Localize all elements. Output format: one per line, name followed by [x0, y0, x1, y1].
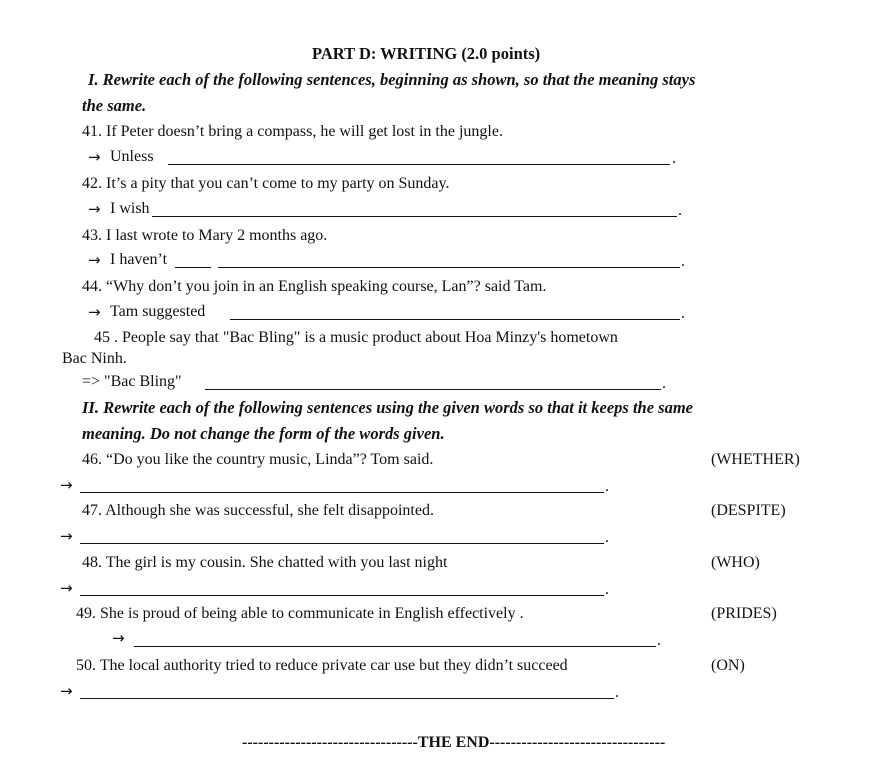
question-48: 48. The girl is my cousin. She chatted with you last night [82, 554, 448, 571]
keyword-48: (WHO) [711, 554, 760, 571]
question-44: 44. “Why don’t you join in an English speaking course, Lan”? said Tam. [82, 278, 547, 295]
answer-line-50[interactable] [80, 698, 614, 699]
arrow-icon: → [60, 579, 73, 597]
answer-period: . [605, 581, 609, 598]
question-43: 43. I last wrote to Mary 2 months ago. [82, 227, 328, 244]
section2-heading-line1: II. Rewrite each of the following sentences using the given words so that it keeps the same [82, 398, 693, 417]
section1-heading-line1: I. Rewrite each of the following sentences, beginning as shown, so that the meaning stays [88, 70, 696, 89]
arrow-icon: → [60, 682, 73, 700]
the-end: ---------------------------------THE END--------------------------------- [242, 734, 666, 751]
answer-period: . [672, 150, 676, 167]
arrow-icon: → [88, 303, 101, 321]
answer-period: . [605, 478, 609, 495]
answer-line-45[interactable] [205, 389, 661, 390]
keyword-50: (ON) [711, 657, 745, 674]
keyword-46: (WHETHER) [711, 451, 800, 468]
answer-period: . [605, 529, 609, 546]
answer-line-41[interactable] [168, 164, 670, 165]
question-42: 42. It’s a pity that you can’t come to my party on Sunday. [82, 175, 450, 192]
prompt-45: => "Bac Bling" [82, 373, 182, 390]
answer-line-47[interactable] [80, 543, 604, 544]
arrow-icon: → [88, 251, 101, 269]
question-49: 49. She is proud of being able to communicate in English effectively . [76, 605, 524, 622]
question-41: 41. If Peter doesn’t bring a compass, he will get lost in the jungle. [82, 123, 503, 140]
arrow-icon: → [112, 629, 125, 647]
answer-period: . [662, 375, 666, 392]
arrow-icon: → [88, 148, 101, 166]
arrow-icon: → [60, 527, 73, 545]
keyword-47: (DESPITE) [711, 502, 786, 519]
answer-line-46[interactable] [80, 492, 604, 493]
answer-period: . [681, 253, 685, 270]
question-47: 47. Although she was successful, she felt disappointed. [82, 502, 434, 519]
answer-period: . [681, 305, 685, 322]
answer-line-42[interactable] [152, 216, 677, 217]
prompt-43: I haven’t [110, 251, 168, 268]
answer-line-48[interactable] [80, 595, 604, 596]
answer-line-44[interactable] [230, 319, 680, 320]
question-46: 46. “Do you like the country music, Linda”? Tom said. [82, 451, 434, 468]
prompt-44: Tam suggested [110, 303, 206, 320]
section2-heading-line2: meaning. Do not change the form of the words given. [82, 424, 445, 443]
arrow-icon: → [88, 200, 101, 218]
section1-heading-line2: the same. [82, 96, 147, 115]
page-title: PART D: WRITING (2.0 points) [312, 44, 541, 63]
answer-line-43b[interactable] [218, 267, 680, 268]
answer-line-43a[interactable] [175, 267, 211, 268]
arrow-icon: → [60, 476, 73, 494]
question-45-line2: Bac Ninh. [62, 350, 127, 367]
answer-period: . [678, 202, 682, 219]
question-50: 50. The local authority tried to reduce private car use but they didn’t succeed [76, 657, 568, 674]
prompt-41: Unless [110, 148, 154, 165]
answer-period: . [657, 632, 661, 649]
keyword-49: (PRIDES) [711, 605, 777, 622]
answer-line-49[interactable] [134, 646, 656, 647]
question-45-line1: 45 . People say that "Bac Bling" is a music product about Hoa Minzy's hometown [94, 329, 618, 346]
answer-period: . [615, 684, 619, 701]
prompt-42: I wish [110, 200, 150, 217]
